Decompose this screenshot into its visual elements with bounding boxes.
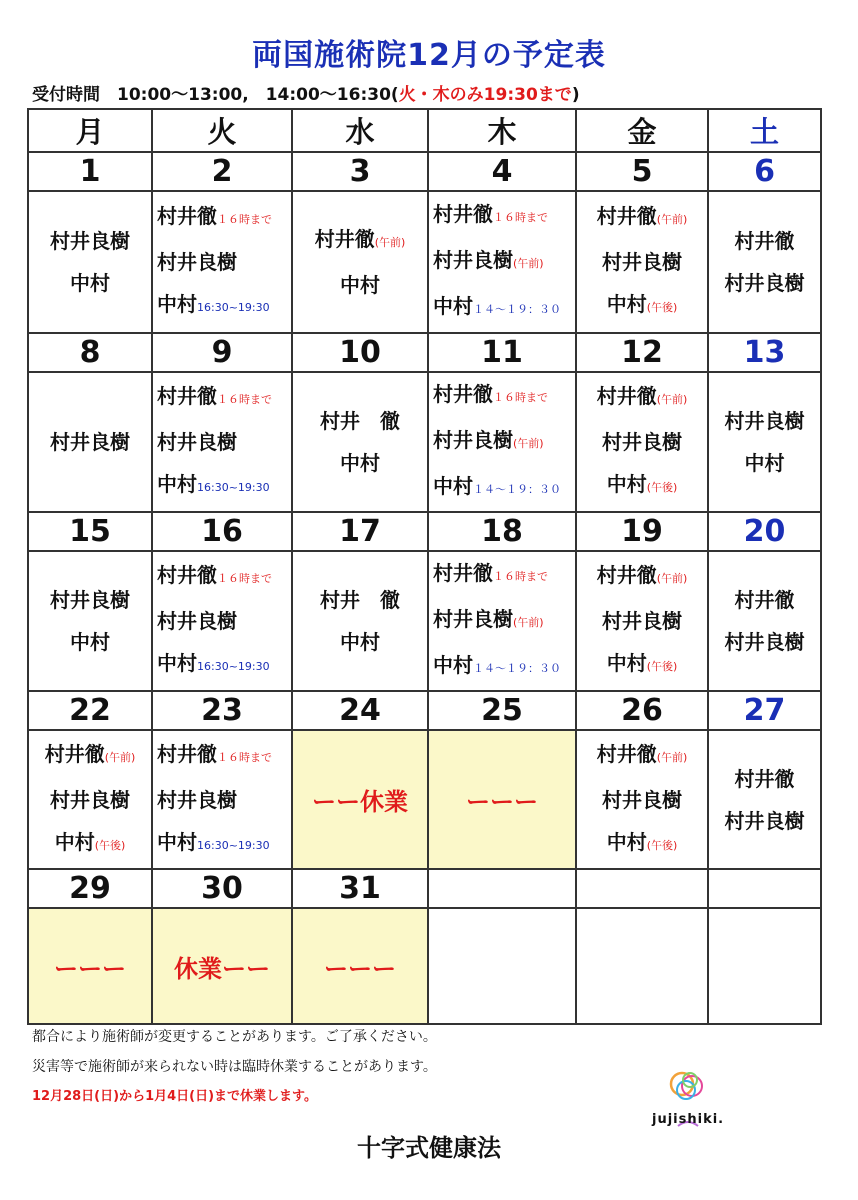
time-note: 16:30~19:30 <box>197 838 270 852</box>
staff-line <box>29 262 151 304</box>
staff-line <box>577 733 707 779</box>
time-note: １６時まで <box>493 211 548 224</box>
schedule-cell <box>708 551 821 691</box>
staff-line <box>709 758 820 800</box>
closed-day-cell <box>28 908 152 1024</box>
weekday-header: 土 <box>708 109 821 152</box>
time-note: (午前) <box>374 236 406 249</box>
staff-line <box>433 419 575 465</box>
empty-cell <box>428 908 576 1024</box>
staff-line <box>709 442 820 484</box>
date-number: 27 <box>708 691 821 730</box>
staff-line <box>157 195 291 241</box>
empty-cell <box>708 908 821 1024</box>
staff-line <box>709 400 820 442</box>
schedule-cell <box>576 730 708 869</box>
date-number: 30 <box>152 869 292 908</box>
date-number: 22 <box>28 691 152 730</box>
staff-name: 中村 <box>433 653 473 677</box>
staff-name: 村井良樹 <box>602 609 682 633</box>
staff-name: 中村 <box>54 829 95 854</box>
staff-line <box>157 642 291 688</box>
notes <box>32 1022 437 1112</box>
staff-line <box>29 779 151 821</box>
staff-name: 村井良樹 <box>157 609 237 633</box>
date-number: 10 <box>292 333 428 372</box>
staff-name: 村井徹 <box>596 204 657 228</box>
schedule-cell <box>28 551 152 691</box>
time-note: (午前) <box>656 750 688 764</box>
staff-name: 村井 徹 <box>320 588 400 612</box>
staff-line <box>709 800 820 842</box>
staff-name: 村井良樹 <box>157 430 237 454</box>
date-number <box>576 869 708 908</box>
closed-label: 休業ーー <box>174 954 270 983</box>
staff-line <box>157 779 291 821</box>
staff-name: 中村 <box>340 630 380 654</box>
staff-line <box>577 779 707 821</box>
holiday-notice: 12月28日(日)から1月4日(日)まで休業します。 <box>32 1089 317 1104</box>
staff-line <box>29 733 151 779</box>
schedule-cell <box>28 730 152 869</box>
schedule-cell <box>292 191 428 333</box>
closed-day-cell <box>292 908 428 1024</box>
staff-name: 村井良樹 <box>433 607 513 631</box>
date-number: 3 <box>292 152 428 191</box>
staff-name: 村井良樹 <box>724 409 805 433</box>
staff-line <box>709 621 820 663</box>
staff-line <box>157 283 291 329</box>
time-note: (午前) <box>513 616 544 629</box>
time-note: 16:30~19:30 <box>197 660 270 673</box>
weekday-header: 金 <box>576 109 708 152</box>
date-number: 20 <box>708 512 821 551</box>
staff-line <box>293 621 427 663</box>
staff-name: 中村 <box>157 651 197 675</box>
staff-name: 村井徹 <box>157 384 217 408</box>
staff-line <box>293 218 427 264</box>
staff-line <box>293 579 427 621</box>
closed-label: ーーー <box>54 954 126 983</box>
staff-name: 村井徹 <box>433 382 493 406</box>
time-note: (午前) <box>656 572 688 585</box>
staff-name: 中村 <box>433 294 473 318</box>
note-line: 災害等で施術師が来られない時は臨時休業することがあります。 <box>32 1059 437 1075</box>
schedule-cell <box>708 191 821 333</box>
time-note: (午後) <box>646 838 678 852</box>
date-number <box>428 869 576 908</box>
staff-line <box>29 821 151 867</box>
hours-close: ) <box>571 85 580 105</box>
closed-day-cell <box>152 908 292 1024</box>
staff-name: 村井良樹 <box>50 229 130 253</box>
staff-line <box>433 239 575 285</box>
staff-name: 村井 徹 <box>320 409 400 433</box>
staff-line <box>157 375 291 421</box>
staff-line <box>577 642 707 688</box>
empty-cell <box>576 908 708 1024</box>
hours-label: 受付時間 10:00～13:00, 14:00～16:30( <box>32 85 399 105</box>
date-number: 23 <box>152 691 292 730</box>
staff-line <box>577 283 707 329</box>
schedule-cell <box>576 372 708 512</box>
time-note: １６時まで <box>493 570 548 583</box>
date-number: 25 <box>428 691 576 730</box>
date-number: 13 <box>708 333 821 372</box>
staff-line <box>157 421 291 463</box>
date-number: 8 <box>28 333 152 372</box>
staff-name: 中村 <box>744 451 785 475</box>
date-number: 9 <box>152 333 292 372</box>
staff-line <box>709 220 820 262</box>
staff-name: 村井良樹 <box>724 630 805 654</box>
page-title: 両国施術院12月の予定表 <box>252 38 606 73</box>
date-number: 18 <box>428 512 576 551</box>
staff-name: 村井良樹 <box>50 588 130 612</box>
staff-name: 中村 <box>157 472 197 496</box>
date-number: 17 <box>292 512 428 551</box>
staff-line <box>157 241 291 283</box>
date-number: 2 <box>152 152 292 191</box>
staff-name: 中村 <box>70 271 110 295</box>
weekday-header: 火 <box>152 109 292 152</box>
schedule-cell <box>152 372 292 512</box>
staff-line <box>577 821 707 867</box>
staff-name: 中村 <box>606 292 647 316</box>
staff-name: 中村 <box>157 292 197 316</box>
date-number <box>708 869 821 908</box>
staff-line <box>157 554 291 600</box>
staff-name: 村井徹 <box>44 741 105 766</box>
schedule-cell <box>576 551 708 691</box>
staff-name: 中村 <box>606 651 647 675</box>
staff-name: 村井徹 <box>433 202 493 226</box>
staff-name: 村井良樹 <box>50 430 130 454</box>
schedule-cell <box>152 551 292 691</box>
staff-name: 中村 <box>606 472 647 496</box>
closed-label: ーーー <box>324 954 396 983</box>
time-note: １６時まで <box>493 391 548 404</box>
staff-line <box>293 264 427 306</box>
time-note: 16:30~19:30 <box>197 481 270 494</box>
staff-name: 中村 <box>433 474 473 498</box>
brand-name: 十字式健康法 <box>357 1134 501 1162</box>
staff-line <box>29 621 151 663</box>
staff-line <box>29 421 151 463</box>
staff-line <box>577 195 707 241</box>
time-note: １６時まで <box>217 572 272 585</box>
time-note: (午前) <box>104 750 136 764</box>
staff-line <box>433 373 575 419</box>
schedule-cell <box>576 191 708 333</box>
schedule-cell <box>428 551 576 691</box>
time-note: １６時まで <box>217 213 272 226</box>
reception-hours <box>32 80 580 105</box>
staff-name: 村井徹 <box>314 227 375 251</box>
staff-name: 中村 <box>70 630 110 654</box>
logo-text: jujishiki. <box>652 1112 725 1127</box>
staff-name: 村井徹 <box>596 384 657 408</box>
staff-line <box>433 598 575 644</box>
staff-name: 村井良樹 <box>602 430 682 454</box>
date-number: 19 <box>576 512 708 551</box>
staff-line <box>29 579 151 621</box>
schedule-cell <box>428 372 576 512</box>
time-note: (午前) <box>656 213 688 226</box>
staff-name: 村井良樹 <box>50 787 130 812</box>
date-number: 1 <box>28 152 152 191</box>
date-number: 6 <box>708 152 821 191</box>
weekday-header: 水 <box>292 109 428 152</box>
date-number: 11 <box>428 333 576 372</box>
date-number: 29 <box>28 869 152 908</box>
time-note: (午後) <box>646 481 678 494</box>
staff-name: 村井良樹 <box>157 250 237 274</box>
schedule-cell <box>28 372 152 512</box>
staff-name: 村井良樹 <box>157 787 237 812</box>
staff-name: 村井徹 <box>157 204 217 228</box>
staff-line <box>577 463 707 509</box>
time-note: (午前) <box>513 257 544 270</box>
staff-line <box>157 600 291 642</box>
staff-name: 中村 <box>340 451 380 475</box>
staff-line <box>577 600 707 642</box>
staff-name: 村井徹 <box>433 561 493 585</box>
staff-name: 村井良樹 <box>602 250 682 274</box>
staff-name: 村井徹 <box>734 229 795 253</box>
note-line: 都合により施術師が変更することがあります。ご了承ください。 <box>32 1029 437 1045</box>
staff-name: 村井徹 <box>157 563 217 587</box>
staff-name: 村井良樹 <box>602 787 682 812</box>
staff-line <box>293 442 427 484</box>
staff-name: 村井良樹 <box>433 428 513 452</box>
staff-name: 村井徹 <box>596 563 657 587</box>
staff-name: 中村 <box>340 273 380 297</box>
schedule-cell <box>152 730 292 869</box>
date-number: 16 <box>152 512 292 551</box>
staff-name: 村井徹 <box>734 766 795 791</box>
time-note: １４～１９：３０ <box>473 303 561 316</box>
closed-label: ーー休業 <box>312 788 408 816</box>
schedule-cell <box>292 551 428 691</box>
staff-line <box>157 463 291 509</box>
time-note: 16:30~19:30 <box>197 301 270 314</box>
staff-line <box>433 644 575 690</box>
schedule-cell <box>428 191 576 333</box>
staff-name: 村井徹 <box>734 588 795 612</box>
time-note: (午前) <box>656 393 688 406</box>
staff-name: 村井良樹 <box>724 808 805 833</box>
time-note: １６時まで <box>217 750 272 764</box>
staff-line <box>433 193 575 239</box>
schedule-cell <box>152 191 292 333</box>
staff-line <box>577 241 707 283</box>
time-note: (午前) <box>513 437 544 450</box>
staff-line <box>709 579 820 621</box>
schedule-cell <box>28 191 152 333</box>
staff-line <box>709 262 820 304</box>
schedule-table <box>27 108 822 1025</box>
closed-day-cell <box>292 730 428 869</box>
time-note: (午後) <box>94 838 126 852</box>
time-note: (午後) <box>646 301 678 314</box>
schedule-cell <box>708 730 821 869</box>
date-number: 4 <box>428 152 576 191</box>
staff-line <box>577 375 707 421</box>
staff-name: 中村 <box>157 829 197 854</box>
staff-line <box>29 220 151 262</box>
date-number: 15 <box>28 512 152 551</box>
date-number: 5 <box>576 152 708 191</box>
date-number: 26 <box>576 691 708 730</box>
staff-line <box>577 421 707 463</box>
time-note: １４～１９：３０ <box>473 483 561 496</box>
staff-name: 中村 <box>606 829 647 854</box>
hours-note: 火・木のみ19:30まで <box>398 85 572 105</box>
weekday-header: 木 <box>428 109 576 152</box>
schedule-cell <box>292 372 428 512</box>
date-number: 24 <box>292 691 428 730</box>
staff-line <box>433 465 575 511</box>
staff-line <box>433 552 575 598</box>
time-note: １４～１９：３０ <box>473 662 561 675</box>
staff-name: 村井良樹 <box>433 248 513 272</box>
staff-line <box>157 733 291 779</box>
date-number: 12 <box>576 333 708 372</box>
weekday-header: 月 <box>28 109 152 152</box>
date-number: 31 <box>292 869 428 908</box>
schedule-cell <box>708 372 821 512</box>
time-note: １６時まで <box>217 393 272 406</box>
staff-name: 村井徹 <box>596 741 657 766</box>
closed-label: ーーー <box>466 788 538 816</box>
time-note: (午後) <box>646 660 678 673</box>
staff-line <box>577 554 707 600</box>
staff-line <box>433 285 575 331</box>
staff-name: 村井良樹 <box>724 271 805 295</box>
staff-line <box>157 821 291 867</box>
closed-day-cell <box>428 730 576 869</box>
staff-name: 村井徹 <box>157 741 217 766</box>
staff-line <box>293 400 427 442</box>
